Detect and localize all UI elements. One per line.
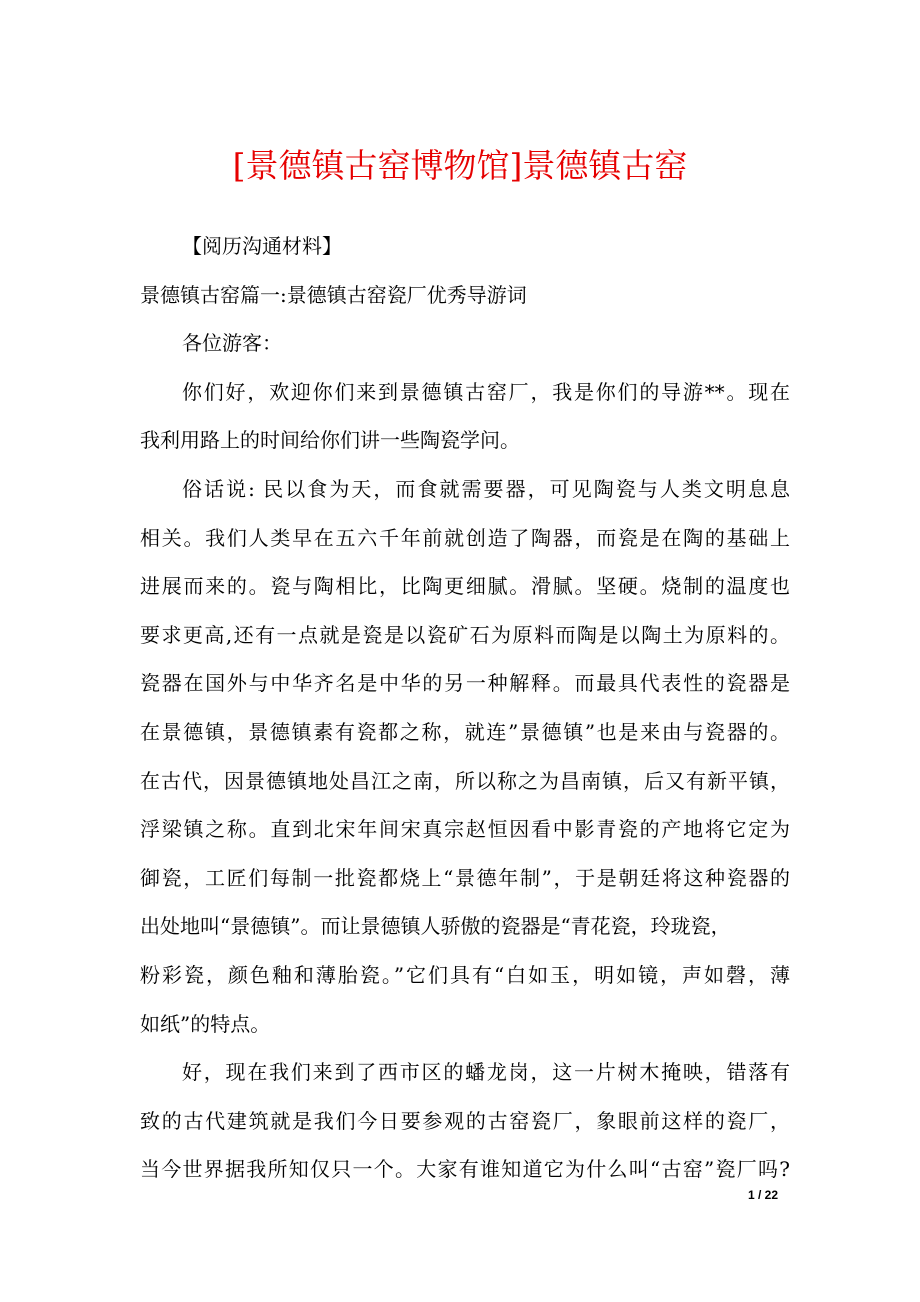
body-line: 御瓷，工匠们每制一批瓷都烧上“景德年制”，于是朝廷将这种瓷器的 xyxy=(140,865,790,890)
body-line: 我利用路上的时间给你们讲一些陶瓷学问。 xyxy=(140,428,520,453)
page-number: 1 / 22 xyxy=(748,1188,779,1202)
body-line: 在景德镇，景德镇素有瓷都之称，就连”景德镇”也是来由与瓷器的。 xyxy=(140,719,790,744)
body-line: 你们好，欢迎你们来到景德镇古窑厂，我是你们的导游**。现在 xyxy=(182,379,790,404)
body-line: 【阅历沟通材料】 xyxy=(182,234,342,258)
body-line: 景德镇古窑篇一:景德镇古窑瓷厂优秀导游词 xyxy=(140,282,527,307)
body-line: 进展而来的。瓷与陶相比，比陶更细腻。滑腻。坚硬。烧制的温度也 xyxy=(140,574,790,599)
document-title: [景德镇古窑博物馆]景德镇古窑 xyxy=(232,146,688,185)
body-line: 相关。我们人类早在五六千年前就创造了陶器，而瓷是在陶的基础上 xyxy=(140,525,790,550)
body-line: 好，现在我们来到了西市区的蟠龙岗，这一片树木掩映，错落有 xyxy=(182,1060,790,1085)
body-line: 浮梁镇之称。直到北宋年间宋真宗赵恒因看中影青瓷的产地将它定为 xyxy=(140,817,790,842)
body-line: 出处地叫“景德镇”。而让景德镇人骄傲的瓷器是“青花瓷，玲珑瓷， xyxy=(140,914,731,939)
body-line: 瓷器在国外与中华齐名是中华的另一种解释。而最具代表性的瓷器是 xyxy=(140,671,790,696)
body-line: 致的古代建筑就是我们今日要参观的古窑瓷厂，象眼前这样的瓷厂， xyxy=(140,1108,790,1133)
body-line: 各位游客： xyxy=(182,331,282,356)
body-line: 在古代，因景德镇地处昌江之南，所以称之为昌南镇，后又有新平镇， xyxy=(140,768,790,793)
body-line: 粉彩瓷，颜色釉和薄胎瓷。”它们具有“白如玉，明如镜，声如磬，薄 xyxy=(140,962,790,987)
body-line: 如纸”的特点。 xyxy=(140,1011,271,1036)
body-line: 要求更高,还有一点就是瓷是以瓷矿石为原料而陶是以陶土为原料的。 xyxy=(140,622,790,647)
body-line: 当今世界据我所知仅只一个。大家有谁知道它为什么叫“古窑”瓷厂吗? xyxy=(140,1157,790,1182)
document-body xyxy=(140,222,790,1194)
body-line: 俗话说: 民以食为天，而食就需要器，可见陶瓷与人类文明息息 xyxy=(182,476,790,501)
